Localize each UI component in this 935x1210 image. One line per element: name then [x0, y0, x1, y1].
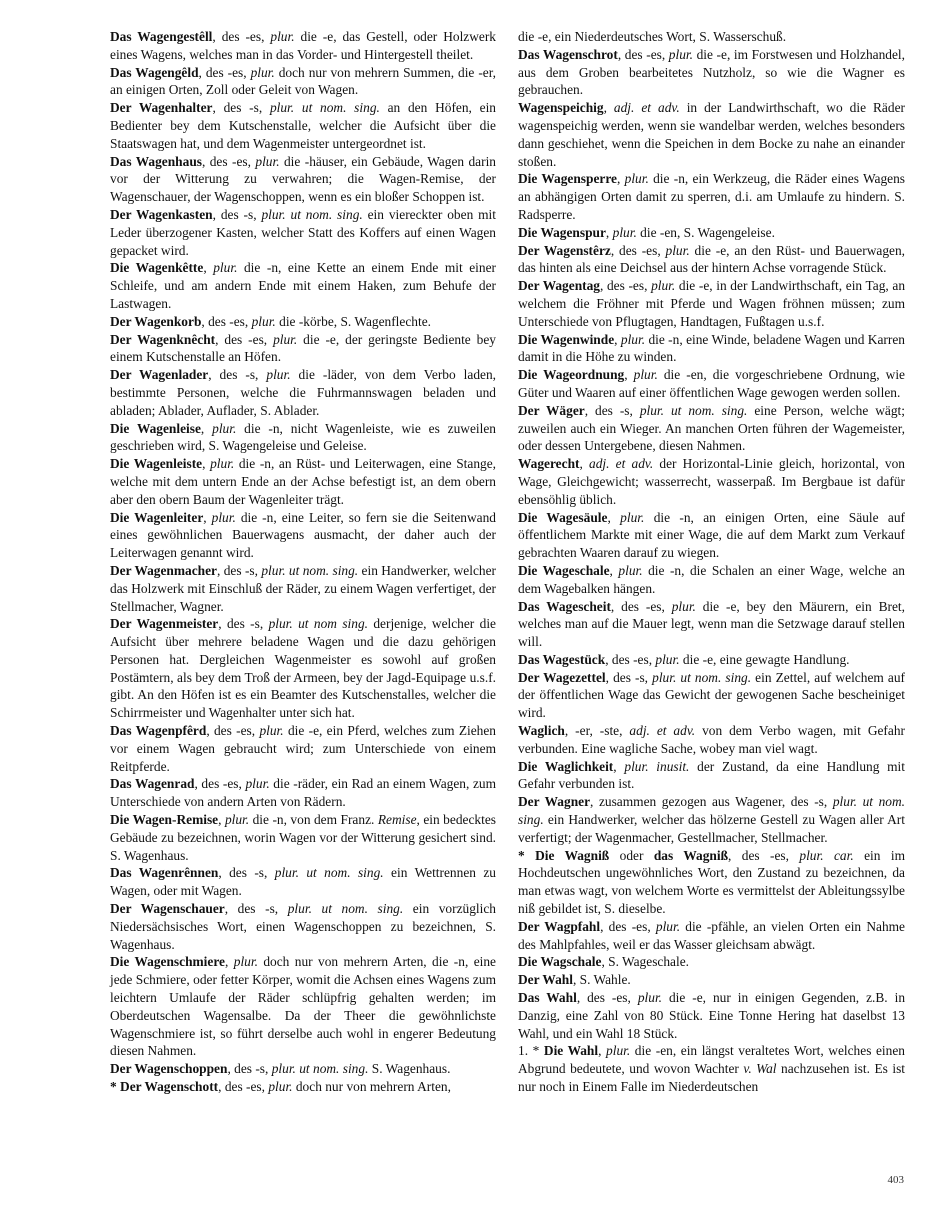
dictionary-entry	[110, 259, 496, 312]
grammar-note: plur.	[255, 153, 280, 169]
entry-text: die -n, die Schalen an einer Wage, welche an dem Wagebalken hängen.	[518, 562, 905, 596]
dictionary-entry	[110, 811, 496, 864]
dictionary-entry	[518, 989, 905, 1042]
entry-text: , des -es,	[610, 242, 666, 258]
grammar-note: plur.	[618, 562, 643, 578]
dictionary-entry	[110, 1078, 496, 1096]
dictionary-entry	[518, 277, 905, 330]
entry-text: , -er, -ste,	[564, 723, 630, 739]
entry-text: die -e, eine gewagte Handlung.	[679, 651, 850, 667]
entry-text: in der Landwirthschaft, wo die Räder wagenspeichig werden, wenn sie wandelbar werden, welches besonders dann geschiehet, wenn die Speichen in dem Bocke zu nahe an einander stoßen.	[518, 100, 905, 169]
grammar-note: plur.	[213, 260, 238, 276]
grammar-note: plur. ut nom. sing.	[518, 794, 905, 828]
entry-text: ein im Hochdeutschen ungewöhnliches Wort, den Zustand zu bezeichnen, da man etwas wagt, von welchem Worte es vermittelst der Ableitungssylbe niß gebildet ist, S. dieselbe.	[518, 847, 905, 917]
headword: Die Wagenwinde	[518, 331, 615, 347]
entry-text: oder	[609, 847, 654, 863]
grammar-note: plur. ut nom. sing.	[261, 206, 363, 222]
entry-text: ,	[613, 758, 625, 774]
entry-text: , des -s,	[584, 402, 640, 418]
headword: Der Wagpfahl	[518, 918, 601, 934]
entry-text: die -e, im Forstwesen und Holzhandel, aus dem Groben bearbeitetes Nutzholz, so wie die Wagner es gebrauchen.	[518, 46, 905, 98]
headword: Der Wagenkasten	[110, 206, 213, 222]
dictionary-entry	[110, 420, 496, 456]
dictionary-entry	[518, 46, 905, 99]
entry-text: , des -es,	[201, 153, 256, 169]
headword: Das Wagenhaus	[110, 153, 202, 169]
grammar-note: plur.	[668, 46, 693, 62]
entry-text: , des -s,	[208, 367, 267, 383]
dictionary-entry	[518, 331, 905, 367]
entry-text: die -e, ein Pferd, welches zum Ziehen vor einem Wagen gebraucht wird; zum Unterschiede von einem Reitpferde.	[110, 723, 496, 774]
dictionary-entry	[518, 651, 905, 669]
dictionary-entry	[518, 366, 905, 402]
entry-text: der Horizontal-Linie gleich, horizontal, von Wage, Gleichgewicht; wasserrecht, wasserpaß. Im Bergbaue ist dafür ebensöhlig üblich.	[518, 456, 905, 507]
dictionary-entry	[518, 242, 905, 278]
dictionary-entry	[518, 170, 905, 223]
entry-text: , des -es,	[198, 64, 251, 80]
dictionary-entry	[518, 1042, 905, 1095]
entry-text: die -en, die vorgeschriebene Ordnung, wie Güter und Waaren auf einer öffentlichen Wage gewogen werden sollen.	[518, 367, 905, 400]
entry-text: , des -es,	[617, 46, 669, 62]
entry-text: die -pfähle, an vielen Orten ein Nahme des Mahlpfahles, weil er das Wasser gleichsam abwägt.	[518, 918, 905, 952]
dictionary-entry	[518, 99, 905, 170]
entry-text: , des -s,	[218, 616, 269, 632]
entry-text: ,	[200, 420, 213, 436]
grammar-note: plur.	[251, 313, 276, 329]
headword: Der Wagentag	[518, 278, 600, 294]
grammar-note: plur. ut nom sing.	[268, 616, 368, 632]
dictionary-entry	[518, 509, 905, 562]
headword: Die Wagenleiter	[110, 509, 204, 525]
headword: Die Wagenschmiere	[110, 954, 225, 970]
grammar-note: plur.	[620, 331, 646, 347]
dictionary-entry	[110, 722, 496, 775]
grammar-note: plur. ut nom. sing.	[274, 865, 384, 881]
entry-text: ,	[225, 954, 234, 970]
entry-text: , des -es,	[194, 776, 246, 792]
grammar-note: adj. et adv.	[629, 723, 696, 739]
entry-text: die -n, eine Kette an einem Ende mit einer Schleife, und am andern Ende mit einem Haken, zum Behufe der Lastwagen.	[110, 260, 497, 311]
entry-text: , des -es,	[728, 847, 800, 863]
entry-text: ,	[624, 367, 634, 383]
grammar-note: plur. inusit.	[624, 758, 690, 774]
grammar-note: plur.	[637, 990, 663, 1006]
entry-text: ,	[603, 100, 614, 116]
dictionary-entry	[110, 153, 496, 206]
right-column	[518, 28, 905, 1096]
grammar-note: plur.	[266, 367, 291, 383]
grammar-note: plur.	[612, 224, 637, 240]
grammar-note: plur.	[651, 278, 676, 294]
entry-text: , des -es,	[600, 278, 652, 294]
entry-text: ,	[202, 456, 211, 472]
headword: Die Wagen-Remise	[110, 812, 219, 828]
headword: Der Wagenknêcht	[110, 331, 216, 347]
entry-text: ,	[598, 1043, 607, 1059]
dictionary-entry	[110, 864, 496, 900]
grammar-note: plur. ut nom. sing.	[261, 562, 359, 578]
entry-text: S. Wagenhaus.	[368, 1061, 451, 1077]
entry-text: , des -s,	[212, 206, 262, 222]
entry-text: ,	[579, 456, 590, 472]
headword: Der Wäger	[518, 402, 585, 418]
left-column	[110, 28, 496, 1096]
entry-text: doch nur von mehrern Arten, die -n, eine jede Schmiere, oder fetter Körper, womit die Achsen eines Wagens zum leichtern Umlaufe der Räder schlüpfrig gehalten werden; im Oberdeutschen Wagensalbe. Da der Theer die gewöhnlichste Wagenschmiere ist, so führt derselbe auch wohl in engerer Bedeutung diesen Nahmen.	[110, 954, 496, 1059]
headword: Waglich	[518, 723, 565, 739]
headword: Der Wagenmacher	[110, 562, 218, 578]
entry-text: die -e, das Gestell, oder Holzwerk eines Wagens, welches man in das Vorder- und Hintergestell theilet.	[110, 29, 497, 62]
entry-text: , des -es,	[600, 918, 656, 934]
grammar-note: v. Wal	[743, 1061, 777, 1077]
grammar-note: plur. ut nom. sing.	[652, 669, 752, 685]
entry-text: die -läder, von dem Verbo laden, bestimmte Personen, welche die Fuhrmannswagen beladen und abladen; Ablader, Auflader, S. Ablader.	[110, 367, 497, 418]
dictionary-entry	[110, 509, 496, 562]
headword: Die Wagenleise	[110, 420, 201, 436]
grammar-note: plur. ut nom. sing.	[269, 100, 380, 116]
headword: Die Wagenkêtte	[110, 260, 204, 276]
entry-text: , des -s,	[224, 901, 288, 917]
headword: Wagenspeichig	[518, 100, 604, 116]
entry-text: ein Zettel, auf welchem auf der öffentlichen Wage das Gewicht der gewogenen Sache bescheiniget wird.	[518, 669, 905, 721]
headword: Der Wagenkorb	[110, 313, 202, 329]
grammar-note: plur.	[655, 918, 681, 934]
headword: Die Waglichkeit	[518, 758, 614, 774]
dictionary-entry	[110, 366, 496, 419]
dictionary-entry	[518, 722, 905, 758]
headword: Die Wageordnung	[518, 367, 625, 383]
entry-text: ein Handwerker, welcher das hölzerne Gestell zu Wagen aller Art verfertigt; der Wagenmacher, Gestellmacher, Stellmacher.	[518, 812, 905, 845]
dictionary-entry	[518, 918, 905, 954]
headword: Wagerecht	[518, 456, 580, 472]
entry-text: derjenige, welcher die Aufsicht über mehrere beladene Wagen und die dazu gehörigen Personen hat. Dergleichen Wagenmeister es sowohl auf großen Postämtern, als bey dem Troß der Armeen, bey der Jagd-Equipage u.s.f. gibt. An den Höfen ist es ein Beamter des Kutschenstalles, welcher die Schirrmeister und Wagenhalter unter sich hat.	[110, 616, 496, 721]
entry-text: ,	[203, 509, 212, 525]
grammar-note: plur.	[211, 509, 236, 525]
grammar-note: plur.	[212, 420, 237, 436]
dictionary-entry	[110, 455, 496, 508]
entry-text: die -e, der geringste Bediente bey einem Kutschenstalle an Höfen.	[110, 331, 497, 365]
headword: Der Wagenschauer	[110, 901, 225, 917]
dictionary-entry	[110, 99, 496, 152]
grammar-note: plur.	[245, 776, 270, 792]
grammar-note: plur.	[210, 456, 235, 472]
entry-text: , zusammen gezogen aus Wagener, des -s,	[590, 794, 833, 810]
entry-text: , des -s,	[212, 100, 270, 116]
dictionary-entry	[518, 455, 905, 508]
dictionary-entry	[518, 598, 905, 651]
entry-text: , des -s,	[217, 562, 262, 578]
headword: Der Wagezettel	[518, 669, 606, 685]
entry-text: , des -es,	[212, 29, 271, 44]
entry-text: die -e, an den Rüst- und Bauerwagen, das hinten als eine Deichsel aus der hintern Achse vorragende Stück.	[518, 242, 906, 276]
entry-text: , des -es,	[201, 313, 252, 329]
dictionary-entry	[110, 775, 496, 811]
dictionary-entry	[110, 64, 496, 100]
entry-text: 1. *	[518, 1043, 544, 1059]
grammar-note: plur.	[224, 812, 250, 828]
entry-text: eine Person, welche wägt; zuweilen auch ein Wieger. An manchen Orten führen der Wagemeister, oder dessen Untergebene, diesen Nahmen.	[518, 402, 905, 454]
dictionary-entry	[110, 206, 496, 259]
entry-text: ,	[605, 224, 613, 240]
headword: Das Wagenrênnen	[110, 865, 219, 881]
dictionary-entry	[110, 313, 496, 331]
entry-text: , des -es,	[605, 651, 656, 667]
entry-text: die -n, an einigen Orten, eine Säule auf öffentlichem Markte mit einer Wage, die auf dem Markt zum Verkauf gebrachten Waaren darauf zu wiegen.	[518, 509, 905, 561]
entry-text: ein viereckter oben mit Leder überzogener Kasten, welcher Statt des Koffers auf einen Wagen gepacket wird.	[110, 206, 496, 258]
entry-text: ,	[203, 260, 214, 276]
entry-text: doch nur von mehrern Summen, die -er, an einigen Orten, Zoll oder Geleit von Wagen.	[110, 64, 496, 98]
headword: Das Wagestück	[518, 651, 606, 667]
headword: Der Wagenstêrz	[518, 242, 611, 258]
dictionary-entry	[110, 615, 496, 722]
entry-text: , des -es,	[610, 598, 672, 614]
headword: Das Wagengêld	[110, 64, 199, 80]
entry-text: , S. Wahle.	[572, 972, 631, 988]
entry-text: die -e, ein Niederdeutsches Wort, S. Wasserschuß.	[518, 29, 787, 44]
grammar-note: plur.	[270, 29, 295, 44]
entry-text: , S. Wageschale.	[601, 954, 690, 970]
dictionary-entry	[110, 28, 496, 64]
entry-text: , des -s,	[218, 865, 275, 881]
entry-text: die -en, ein längst veraltetes Wort, welches einen Abgrund bedeutete, und wovon Wachter	[518, 1043, 905, 1077]
entry-text: nachzusehen ist. Es ist nur noch in Einem Falle im Niederdeutschen	[518, 1061, 906, 1095]
entry-text: ein Handwerker, welcher das Holzwerk mit Einschluß der Räder, zu einem Wagen verfertiget, der Stellmacher, Wagner.	[110, 562, 496, 614]
dictionary-entry	[518, 971, 905, 989]
dictionary-entry	[518, 793, 905, 846]
dictionary-entry	[518, 847, 905, 918]
entry-text: , des -s,	[227, 1061, 272, 1077]
entry-text: doch nur von mehrern Arten,	[292, 1079, 451, 1095]
headword: Das Wahl	[518, 990, 577, 1006]
headword: Das Wagescheit	[518, 598, 611, 614]
entry-text: , des -es,	[206, 723, 260, 739]
grammar-note: plur.	[273, 331, 298, 347]
entry-text: die -e, bey den Mäurern, ein Bret, welches man auf die Mauer legt, wenn man die Setzwage darauf stellen will.	[518, 598, 905, 650]
entry-text: ,	[218, 812, 225, 828]
entry-text: ein vorzüglich Niedersächsisches Wort, einen Wagenschoppen zu bezeichnen, S. Wagenhaus.	[110, 901, 496, 952]
entry-text: die -n, nicht Wagenleiste, wie es zuweilen geschrieben wird, S. Wagengeleise und Geleise.	[110, 420, 496, 454]
grammar-note: plur.	[624, 171, 649, 187]
grammar-note: plur.	[268, 1079, 293, 1095]
grammar-note: plur. ut nom. sing.	[271, 1061, 369, 1077]
dictionary-entry	[518, 28, 905, 46]
headword: Die Wagenleiste	[110, 456, 203, 472]
headword: Die Wahl	[543, 1043, 599, 1059]
grammar-note: plur. ut nom. sing.	[287, 901, 404, 917]
headword: Das Wagenpfêrd	[110, 723, 207, 739]
page-number: 403	[887, 1174, 904, 1186]
entry-text: ,	[609, 562, 619, 578]
headword: Das Wagenschrot	[518, 46, 618, 62]
grammar-note: Remise	[377, 812, 417, 828]
dictionary-entry	[110, 562, 496, 615]
dictionary-entry	[518, 562, 905, 598]
headword: das Wagniß	[653, 847, 729, 863]
headword: Die Wageschale	[518, 562, 610, 578]
entry-text: ,	[607, 509, 621, 525]
entry-text: die -e, nur in einigen Gegenden, z.B. in Danzig, eine Zahl von 80 Stück. Eine Tonne Hering hat daselbst 13 Wahl, und ein Wahl 18 Stück.	[518, 990, 906, 1041]
entry-text: die -n, eine Winde, beladene Wagen und Karren damit in die Höhe zu winden.	[518, 331, 905, 365]
entry-text: ein Wettrennen zu Wagen, oder mit Wagen.	[110, 865, 496, 899]
entry-text: , des -es,	[215, 331, 274, 347]
grammar-note: plur.	[665, 242, 690, 258]
headword: Die Wagensperre	[518, 171, 617, 187]
headword: * Der Wagenschott	[110, 1079, 219, 1095]
grammar-note: adj. et adv.	[589, 456, 654, 472]
grammar-note: plur. ut nom. sing.	[639, 402, 748, 418]
headword: Die Wagesäule	[518, 509, 608, 525]
entry-text: die -n, an Rüst- und Leiterwagen, eine Stange, welche mit dem untern Ende an der Achse befestigt ist, an dem obern aber den obern Baum der Wagenleiter trägt.	[110, 456, 496, 507]
entry-text: die -e, in der Landwirthschaft, ein Tag, an welchem die Fröhner mit Pferde und Wagen fröhnen müssen; zum Unterschiede von Pflugtagen, Handtagen, Fußtagen u.s.f.	[518, 278, 906, 329]
dictionary-entry	[110, 1060, 496, 1078]
entry-text: die -häuser, ein Gebäude, Wagen darin vor der Witterung zu verwahren; die Wagen-Remise, der Wagenschauer, der Wagenschoppen, wenn es ein bloßer Schoppen ist.	[110, 153, 496, 205]
dictionary-entry	[110, 953, 496, 1060]
grammar-note: plur.	[259, 723, 284, 739]
dictionary-entry	[110, 331, 496, 367]
headword: Das Wagenrad	[110, 776, 195, 792]
headword: Das Wagengestêll	[110, 29, 213, 44]
grammar-note: plur.	[233, 954, 258, 970]
entry-text: von dem Verbo wagen, mit Gefahr verbunden. Eine wagliche Sache, wobey man viel wagt.	[518, 723, 905, 756]
dictionary-entry	[518, 224, 905, 242]
entry-text: , ein bedecktes Gebäude zu bezeichnen, worin Wagen vor der Witterung gesichert sind. S. Wagenhaus.	[110, 812, 496, 863]
grammar-note: plur.	[671, 598, 696, 614]
dictionary-entry	[518, 402, 905, 455]
headword: Der Wagenschoppen	[110, 1061, 228, 1077]
dictionary-entry	[518, 758, 905, 794]
dictionary-entry	[518, 953, 905, 971]
headword: Der Wagenlader	[110, 367, 209, 383]
entry-text: die -körbe, S. Wagenflechte.	[275, 313, 431, 329]
grammar-note: plur.	[620, 509, 645, 525]
headword: Der Wagner	[518, 794, 591, 810]
dictionary-entry	[518, 669, 905, 722]
headword: Die Wagschale	[518, 954, 602, 970]
dictionary-entry	[110, 900, 496, 953]
entry-text: , des -es,	[218, 1079, 269, 1095]
entry-text: die -en, S. Wagengeleise.	[636, 224, 775, 240]
entry-text: ,	[614, 331, 621, 347]
entry-text: , des -s,	[605, 669, 653, 685]
entry-text: die -n, eine Leiter, so fern sie die Seitenwand eines gewöhnlichen Bauerwagens ausmacht, der daher auch der Leiterwagen genannt wird.	[110, 509, 496, 561]
grammar-note: plur.	[655, 651, 680, 667]
headword: Der Wahl	[518, 972, 573, 988]
grammar-note: plur.	[633, 367, 658, 383]
grammar-note: plur.	[250, 64, 275, 80]
grammar-note: plur.	[606, 1043, 631, 1059]
entry-text: , des -es,	[576, 990, 638, 1006]
headword: Der Wagenhalter	[110, 100, 213, 116]
entry-text: die -n, ein Werkzeug, die Räder eines Wagens an abhängigen Orten damit zu sperren, d.i. am Umlaufe zu hindern. S. Radsperre.	[518, 171, 905, 222]
entry-text: der Zustand, da eine Handlung mit Gefahr verbunden ist.	[518, 758, 905, 792]
headword: * Die Wagniß	[518, 847, 610, 863]
headword: Die Wagenspur	[518, 224, 606, 240]
grammar-note: adj. et adv.	[613, 100, 680, 116]
entry-text: die -n, von dem Franz.	[249, 812, 378, 828]
grammar-note: plur. car.	[799, 847, 854, 863]
entry-text: die -räder, ein Rad an einem Wagen, zum Unterschiede von andern Arten von Rädern.	[110, 776, 497, 810]
entry-text: ,	[617, 171, 625, 187]
entry-text: an den Höfen, ein Bedienter bey dem Kutschenstalle, welcher die Aufsicht über die Staatswagen hat, und dem Wagenmeister untergeordnet ist.	[110, 100, 496, 151]
headword: Der Wagenmeister	[110, 616, 219, 632]
